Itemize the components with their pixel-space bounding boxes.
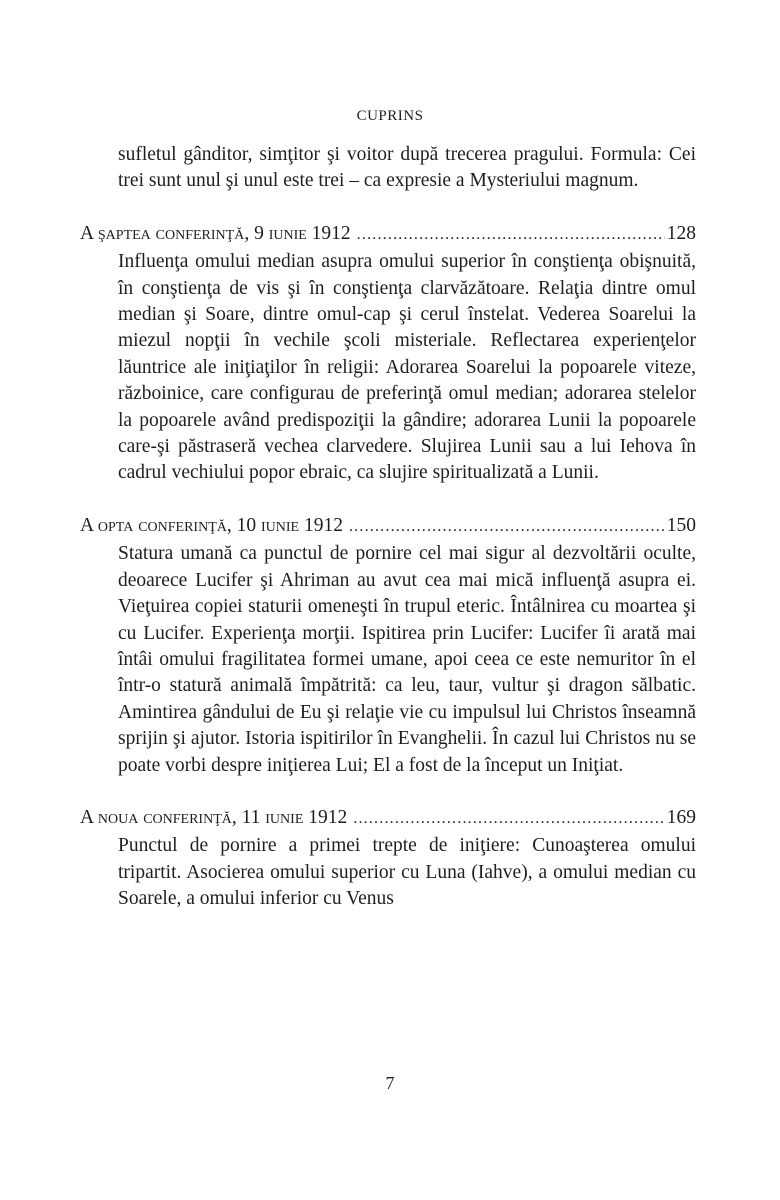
- entry-page-number: 128: [666, 222, 696, 244]
- page-number: 7: [385, 1073, 395, 1093]
- entry-title: A şaptea conferinţă, 9 iunie 1912: [80, 222, 351, 244]
- dot-leader: [349, 514, 665, 540]
- entry-summary: Punctul de pornire a primei trepte de iniţiere: Cunoaşterea omului tripartit. Asocierea omului superior cu Luna (Iahve), a omului median cu Soarele, a omului inferior cu Venus: [118, 835, 696, 910]
- toc-entry: [80, 221, 696, 487]
- dot-leader: [357, 222, 665, 248]
- dot-leader: [353, 806, 665, 832]
- entry-summary: Influenţa omului median asupra omului superior în conştienţa obişnuită, în conştienţa de vis şi în conştienţa clarvăzătoare. Relaţia dintre omul median şi Soare, dintre omul-cap şi cerul înstelat. Vederea Soarelui la miezul nopţii în vechile şcoli misteriale. Reflectarea experienţelor lăuntrice ale iniţiaţilor în religii: Adorarea Soarelui la popoarele viteze, războinice, care configurau de preferinţă omul median; adorarea stelelor la popoarele având predispoziţii la gândire; adorarea Lunii la popoarele care-şi păstraseră vechea clarvedere. Slujirea Lunii sau a lui Iehova în cadrul vechiului popor ebraic, ca slujire spiritualizată a Lunii.: [118, 251, 696, 484]
- toc-entry: [80, 805, 696, 913]
- toc-entry-heading[interactable]: [80, 513, 696, 540]
- entry-title: A opta conferinţă, 10 iunie 1912: [80, 514, 343, 536]
- toc-page: [80, 142, 696, 913]
- toc-entry: [80, 513, 696, 779]
- entry-title: A noua conferinţă, 11 iunie 1912: [80, 806, 348, 828]
- entry-summary: Statura umană ca punctul de pornire cel mai sigur al dezvoltării oculte, deoarece Lucifer şi Ahriman au avut cea mai mică influenţă asupra ei. Vieţuirea copiei staturii omeneşti în trupul eteric. Întâlnirea cu moartea şi cu Lucifer. Experienţa morţii. Ispitirea prin Lucifer: Lucifer îi arată mai întâi omului fragilitatea formei umane, apoi ceea ce este nemuritor în el într-o statură animală împătrită: ca leu, taur, vultur şi dragon sălbatic. Amintirea gândului de Eu şi relaţie vie cu impulsul lui Christos înseamnă sprijin şi ajutor. Istoria ispitirilor în Evanghelii. În cazul lui Christos nu se poate vorbi despre iniţierea Lui; El a fost de la început un Iniţiat.: [118, 543, 696, 776]
- toc-entry-heading[interactable]: [80, 221, 696, 248]
- entry-page-number: 169: [666, 806, 696, 828]
- entry-page-number: 150: [666, 514, 696, 536]
- toc-entry-heading[interactable]: [80, 805, 696, 832]
- continuation-text: sufletul gânditor, simţitor şi voitor după trecerea pragului. Formula: Cei trei sunt unul şi unul este trei – ca expresie a Mysteriului magnum.: [118, 144, 696, 192]
- running-head: CUPRINS: [356, 108, 424, 124]
